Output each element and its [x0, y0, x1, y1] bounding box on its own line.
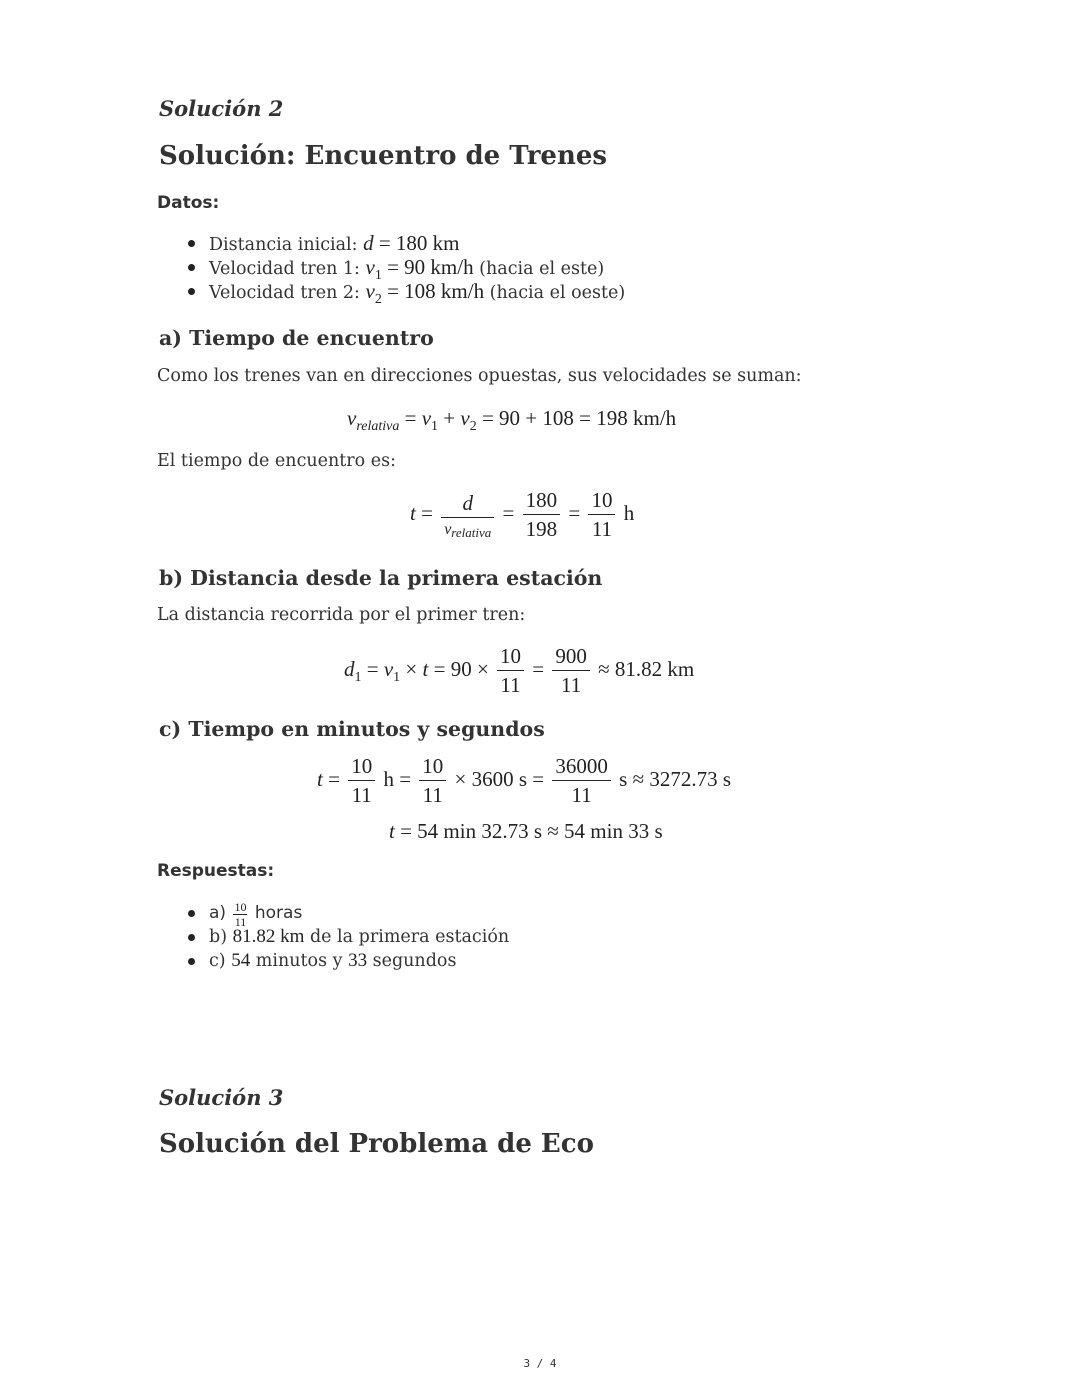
time-equation: [410, 490, 634, 540]
math-op: =: [502, 500, 515, 525]
answer-value: 33: [348, 950, 368, 971]
math-result: s ≈ 3272.73 s: [619, 766, 732, 791]
fraction: [523, 490, 561, 540]
fraction-numerator: 10: [234, 900, 247, 914]
math-op: +: [438, 406, 461, 430]
fraction-denominator: 11: [351, 783, 372, 807]
part-a-heading: a) Tiempo de encuentro: [159, 326, 434, 350]
fraction-numerator: 36000: [552, 756, 611, 781]
fraction-numerator: 10: [497, 646, 524, 671]
fraction-numerator: 10: [348, 756, 375, 781]
list-item: [209, 279, 626, 307]
answer-prefix: a): [209, 903, 232, 924]
fraction-denominator: 11: [561, 673, 582, 697]
answer-text: minutos y: [250, 951, 349, 971]
fraction-denominator: 11: [591, 517, 613, 541]
math-op: =: [568, 500, 581, 525]
fraction: [233, 901, 247, 928]
datos-var: v: [365, 279, 375, 303]
fraction: [552, 646, 590, 696]
fraction-denominator: 198: [525, 517, 558, 541]
time-intro: El tiempo de encuentro es:: [157, 451, 396, 471]
page-number: 3 / 4: [523, 1357, 557, 1370]
math-op: h =: [383, 766, 412, 791]
math-unit: h: [623, 500, 635, 525]
datos-sub: 1: [374, 268, 382, 283]
math-var: v: [421, 406, 432, 430]
answer-suffix: de la primera estación: [304, 927, 510, 947]
datos-text: Distancia inicial:: [209, 235, 364, 255]
list-item: [209, 949, 509, 973]
math-sub: 2: [469, 419, 477, 434]
distance-equation: $d_1 = v_1 \times t = 90$ × $\frac{10}{11}$ = $\frac{900}{11}$ ≈ 81.82 km: [344, 644, 695, 697]
fraction: [419, 756, 446, 806]
fraction: [588, 490, 615, 540]
fraction-numerator: 10: [419, 756, 446, 781]
fraction: [497, 646, 524, 696]
math-sub: relativa: [451, 524, 492, 540]
datos-value: = 108 km/h: [381, 279, 485, 303]
fraction-numerator: 10: [588, 490, 615, 515]
fraction-numerator: 180: [523, 490, 561, 515]
solution-2-label: Solución 2: [159, 96, 284, 121]
part-a-intro: Como los trenes van en direcciones opuestas, sus velocidades se suman:: [157, 366, 802, 386]
fraction-numerator: 900: [552, 646, 590, 671]
bullet-icon: [188, 934, 195, 941]
math-var: v: [347, 406, 357, 430]
bullet-icon: [188, 910, 195, 917]
math-var: d: [344, 656, 355, 681]
math-result: = 90 + 108 = 198 km/h: [476, 406, 677, 430]
datos-text: Velocidad tren 2:: [209, 283, 366, 303]
solution-3-label: Solución 3: [159, 1085, 284, 1110]
answers-label: Respuestas:: [157, 861, 275, 881]
fraction-denominator: 11: [571, 783, 592, 807]
datos-value: = 180 km: [373, 231, 460, 255]
bullet-icon: [188, 958, 195, 965]
answer-suffix: horas: [249, 903, 303, 924]
time-result-equation: [389, 819, 663, 844]
math-result: ≈ 81.82 km: [598, 656, 695, 681]
fraction: [348, 756, 375, 806]
math-op: =: [421, 500, 433, 525]
fraction-denominator: 11: [500, 673, 521, 697]
fraction-denominator: 11: [234, 915, 247, 929]
list-item: [209, 925, 509, 949]
datos-sub: 2: [374, 292, 382, 307]
math-var: v: [460, 406, 470, 430]
answer-suffix: segundos: [367, 951, 457, 971]
datos-list: [209, 231, 626, 307]
datos-note: (hacia el este): [473, 259, 605, 279]
bullet-icon: [188, 264, 195, 271]
math-var: t: [389, 819, 395, 843]
datos-value: = 90 km/h: [381, 255, 474, 279]
math-sub: relativa: [356, 419, 400, 434]
math-var: t: [410, 500, 416, 525]
math-op: = 90 ×: [428, 656, 495, 681]
datos-note: (hacia el oeste): [484, 283, 626, 303]
time-conversion-equation: t = $\frac{10}{11}$ h = $\frac{10}{11}$ × 3600 s = $\frac{36000}{11}$ s ≈ 3272.73 s: [317, 754, 732, 807]
part-b-heading: b) Distancia desde la primera estación: [159, 566, 603, 590]
math-result: = 54 min 32.73 s ≈ 54 min 33 s: [394, 819, 663, 843]
part-b-intro: La distancia recorrida por el primer tren:: [157, 605, 526, 625]
datos-text: Velocidad tren 1:: [209, 259, 366, 279]
relative-velocity-equation: [347, 406, 677, 434]
math-var: v: [444, 520, 452, 538]
datos-label: Datos:: [157, 193, 220, 213]
math-var: t: [422, 656, 429, 681]
answer-value: 54: [231, 950, 251, 971]
datos-var: v: [365, 255, 375, 279]
fraction-denominator: 11: [422, 783, 443, 807]
list-item: [209, 231, 625, 255]
math-sub: 1: [354, 669, 362, 685]
list-item: [209, 255, 625, 283]
answer-prefix: b): [209, 927, 233, 947]
bullet-icon: [188, 240, 195, 247]
math-op: × 3600 s =: [454, 766, 545, 791]
math-sub: 1: [431, 419, 439, 434]
answer-value: 81.82 km: [232, 926, 305, 947]
solution-2-title: Solución: Encuentro de Trenes: [159, 141, 608, 171]
answer-prefix: c): [209, 951, 232, 971]
solution-3-title: Solución del Problema de Eco: [159, 1129, 594, 1159]
math-var: v: [383, 656, 394, 681]
part-c-heading: c) Tiempo en minutos y segundos: [159, 717, 545, 741]
fraction: [552, 756, 611, 806]
fraction-numerator: d: [441, 493, 494, 518]
math-sub: 1: [393, 669, 401, 685]
math-op: =: [399, 406, 422, 430]
fraction: [441, 490, 494, 540]
datos-var: d: [363, 231, 374, 255]
math-var: t: [317, 766, 323, 791]
math-op: ×: [400, 656, 423, 681]
bullet-icon: [188, 288, 195, 295]
answers-list: [209, 901, 509, 973]
list-item: [209, 900, 509, 929]
